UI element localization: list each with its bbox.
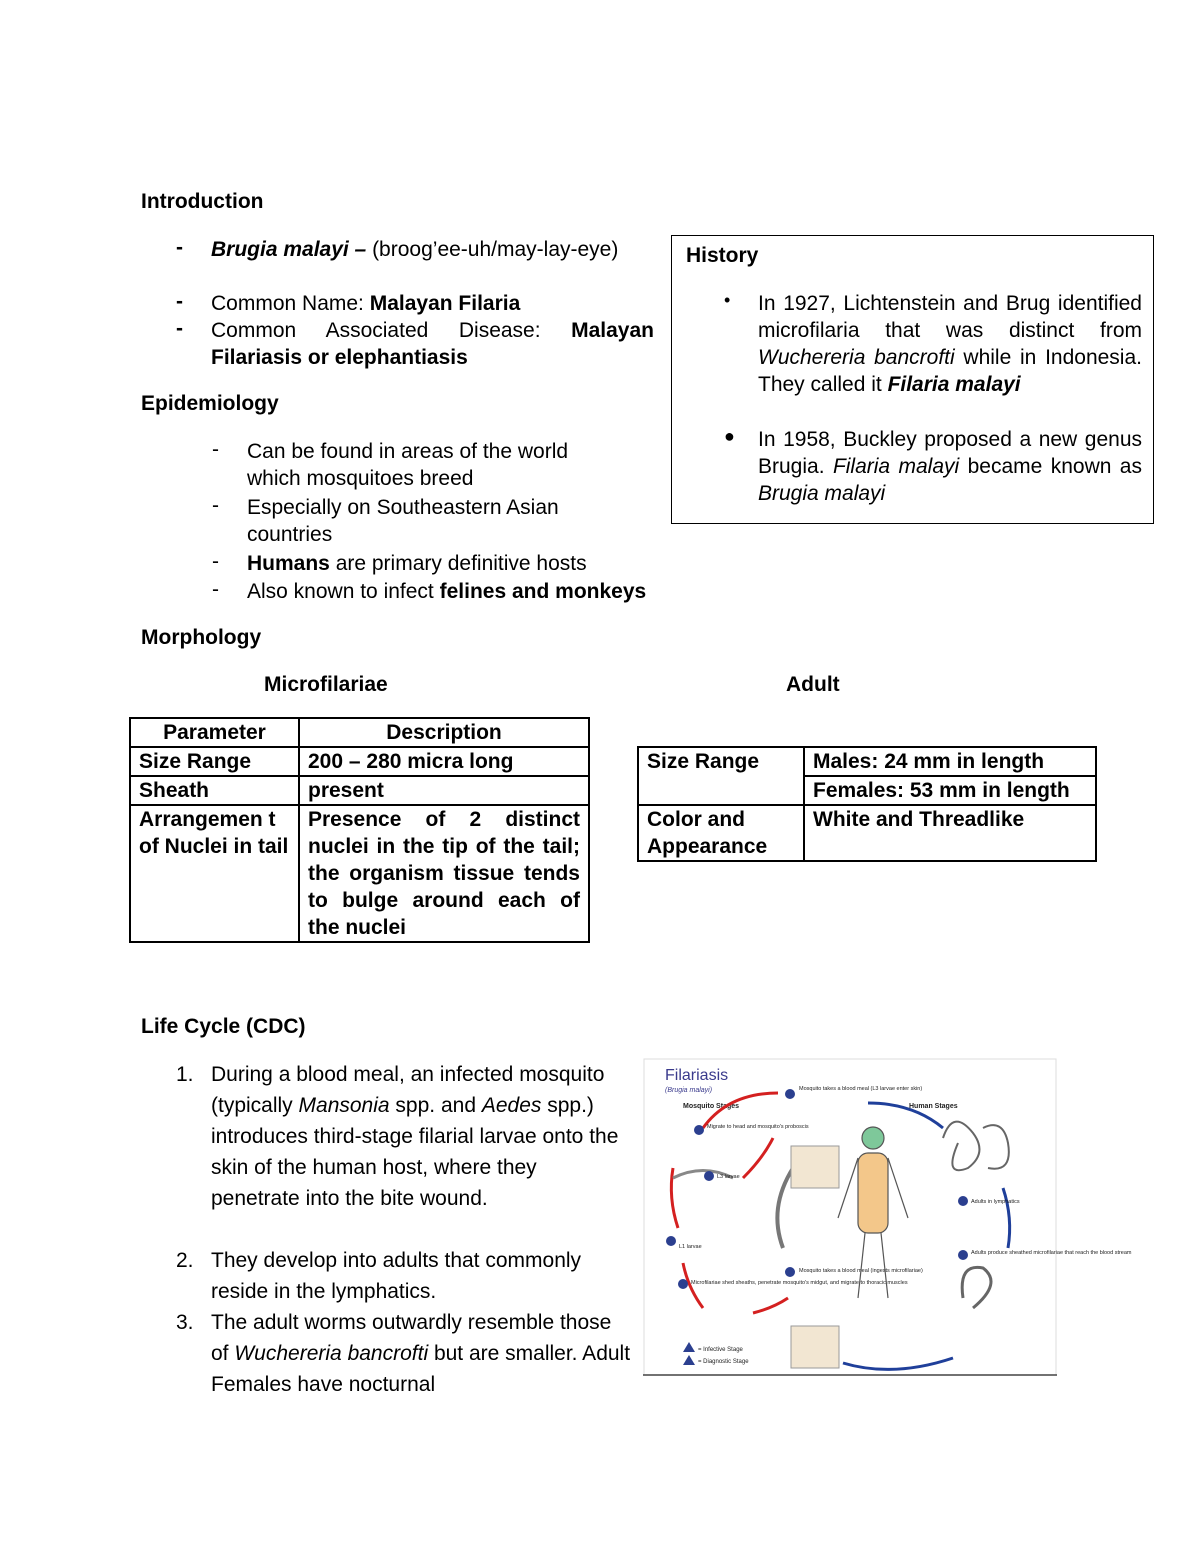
hosts-bold: Humans xyxy=(247,552,330,575)
table-header-cell: Description xyxy=(299,718,589,747)
lifecycle-item-1 xyxy=(211,1059,631,1214)
lc-text: Wuchereria bancrofti xyxy=(234,1342,429,1365)
history-text: Filaria malayi xyxy=(832,455,960,478)
adult-title: Adult xyxy=(786,673,840,696)
history-heading: History xyxy=(686,244,759,267)
table-cell: Sheath xyxy=(130,776,299,805)
table-cell: present xyxy=(299,776,589,805)
step-label: L3 larvae xyxy=(717,1174,740,1180)
history-box xyxy=(671,235,1154,524)
history-text: became known as xyxy=(959,455,1142,478)
common-name-label: Common Name: xyxy=(211,292,370,315)
history-text: In 1958, Buckley proposed a new genus Brugia. xyxy=(758,428,1142,478)
lifecycle-item-2: They develop into adults that commonly reside in the lymphatics. xyxy=(211,1249,582,1303)
history-text: Filaria malayi xyxy=(887,373,1021,396)
history-text: while in Indonesia. They called it xyxy=(758,346,1142,396)
step-label: Adults in lymphatics xyxy=(971,1199,1020,1205)
list-number: 2. xyxy=(176,1249,194,1272)
disease-value: Malayan Filariasis or elephantiasis xyxy=(211,319,654,369)
list-dash: - xyxy=(176,290,183,313)
list-dash: - xyxy=(176,236,183,259)
microfilariae-table xyxy=(129,717,590,943)
epi-item-1: Can be found in areas of the world which mosquitoes breed xyxy=(247,440,569,490)
table-cell: Size Range xyxy=(638,747,804,805)
disease-label: Common Associated Disease: xyxy=(211,319,572,342)
lc-text: The adult worms outwardly resemble those of xyxy=(211,1311,612,1365)
step-circle xyxy=(958,1250,968,1260)
human-head xyxy=(862,1127,884,1149)
legend-diagnostic: = Diagnostic Stage xyxy=(698,1359,749,1365)
pronunciation: (broog’ee-uh/may-lay-eye) xyxy=(366,238,619,261)
mosquito-stages-label: Mosquito Stages xyxy=(683,1103,740,1110)
morphology-heading: Morphology xyxy=(141,626,262,649)
list-dash: - xyxy=(212,494,219,517)
diagram-subtitle: (Brugia malayi) xyxy=(665,1087,713,1094)
adult-table xyxy=(637,746,1097,862)
step-label: Adults produce sheathed microfilariae that reach the blood stream xyxy=(971,1250,1132,1256)
bullet-icon: • xyxy=(724,290,731,310)
step-circle xyxy=(785,1089,795,1099)
table-row xyxy=(130,805,589,942)
lc-text: Aedes xyxy=(481,1094,542,1117)
lc-text: spp.) introduces third-stage filarial larvae onto the skin of the human host, where they penetrate into the bite wound. xyxy=(211,1094,619,1210)
table-cell: Size Range xyxy=(130,747,299,776)
sample-box xyxy=(791,1326,839,1368)
list-dash: - xyxy=(212,550,219,573)
step-circle xyxy=(678,1279,688,1289)
species-name: Brugia malayi – xyxy=(211,238,367,261)
history-paragraph-2 xyxy=(758,426,1142,507)
lc-text: Mansonia xyxy=(298,1094,390,1117)
step-circle xyxy=(785,1267,795,1277)
human-stages-label: Human Stages xyxy=(909,1103,958,1110)
infect-text: Also known to infect xyxy=(247,580,440,603)
step-circle xyxy=(666,1236,676,1246)
table-cell: Color and Appearance xyxy=(638,805,804,861)
step-circle xyxy=(958,1196,968,1206)
human-torso xyxy=(858,1153,888,1233)
table-cell: Presence of 2 distinct nuclei in the tip of the tail; the organism tissue tends to bulge around each of the nuclei xyxy=(299,805,589,942)
intro-heading: Introduction xyxy=(141,190,264,213)
table-row xyxy=(638,805,1096,861)
step-circle xyxy=(694,1125,704,1135)
table-row xyxy=(130,776,589,805)
table-header-cell: Parameter xyxy=(130,718,299,747)
epi-item-4 xyxy=(247,578,707,605)
history-text: In 1927, Lichtenstein and Brug identified microfilaria that was distinct from xyxy=(758,292,1142,342)
step-circle xyxy=(704,1171,714,1181)
epi-item-2: Especially on Southeastern Asian countries xyxy=(247,496,559,546)
intro-item-1 xyxy=(211,236,654,263)
history-paragraph-1 xyxy=(758,290,1142,398)
table-cell: 200 – 280 micra long xyxy=(299,747,589,776)
lifecycle-heading: Life Cycle (CDC) xyxy=(141,1015,306,1038)
intro-item-3 xyxy=(211,317,654,371)
lifecycle-item-3 xyxy=(211,1307,631,1400)
filariasis-lifecycle-diagram xyxy=(643,1058,1132,1378)
list-number: 3. xyxy=(176,1311,194,1334)
diagram-title: Filariasis xyxy=(665,1067,729,1084)
list-dash: - xyxy=(176,317,183,340)
microfilariae-title: Microfilariae xyxy=(264,673,388,696)
sample-box xyxy=(791,1146,839,1188)
list-dash: - xyxy=(212,578,219,601)
step-label: L1 larvae xyxy=(679,1244,702,1250)
table-row xyxy=(130,747,589,776)
lc-text: spp. and xyxy=(389,1094,482,1117)
legend-infective: = Infective Stage xyxy=(698,1347,743,1353)
table-cell: Males: 24 mm in length xyxy=(804,747,1096,776)
list-number: 1. xyxy=(176,1063,194,1086)
step-label: Mosquito takes a blood meal (L3 larvae enter skin) xyxy=(799,1086,923,1092)
lc-text: but are smaller. Adult Females have nocturnal xyxy=(211,1342,631,1396)
table-cell: Arrangemen t of Nuclei in tail xyxy=(130,805,299,942)
lc-text: During a blood meal, an infected mosquito (typically xyxy=(211,1063,605,1117)
history-text: Brugia malayi xyxy=(758,482,886,505)
list-dash: - xyxy=(212,438,219,461)
common-name-value: Malayan Filaria xyxy=(369,292,521,315)
epidemiology-heading: Epidemiology xyxy=(141,392,279,415)
table-cell: Females: 53 mm in length xyxy=(804,776,1096,805)
table-row xyxy=(638,747,1096,776)
hosts-text: are primary definitive hosts xyxy=(329,552,587,575)
history-text: Wuchereria bancrofti xyxy=(758,346,955,369)
step-label: Microfilariae shed sheaths, penetrate mosquito's midgut, and migrate to thoracic muscles xyxy=(691,1280,908,1286)
intro-item-2 xyxy=(211,290,654,317)
step-label: Migrate to head and mosquito's proboscis xyxy=(707,1124,809,1130)
bullet-icon: ● xyxy=(724,426,735,446)
epi-item-3 xyxy=(247,550,667,577)
infect-bold: felines and monkeys xyxy=(439,580,647,603)
step-label: Mosquito takes a blood meal (ingests microfilariae) xyxy=(799,1268,923,1274)
table-header-row xyxy=(130,718,589,747)
table-cell: White and Threadlike xyxy=(804,805,1096,861)
